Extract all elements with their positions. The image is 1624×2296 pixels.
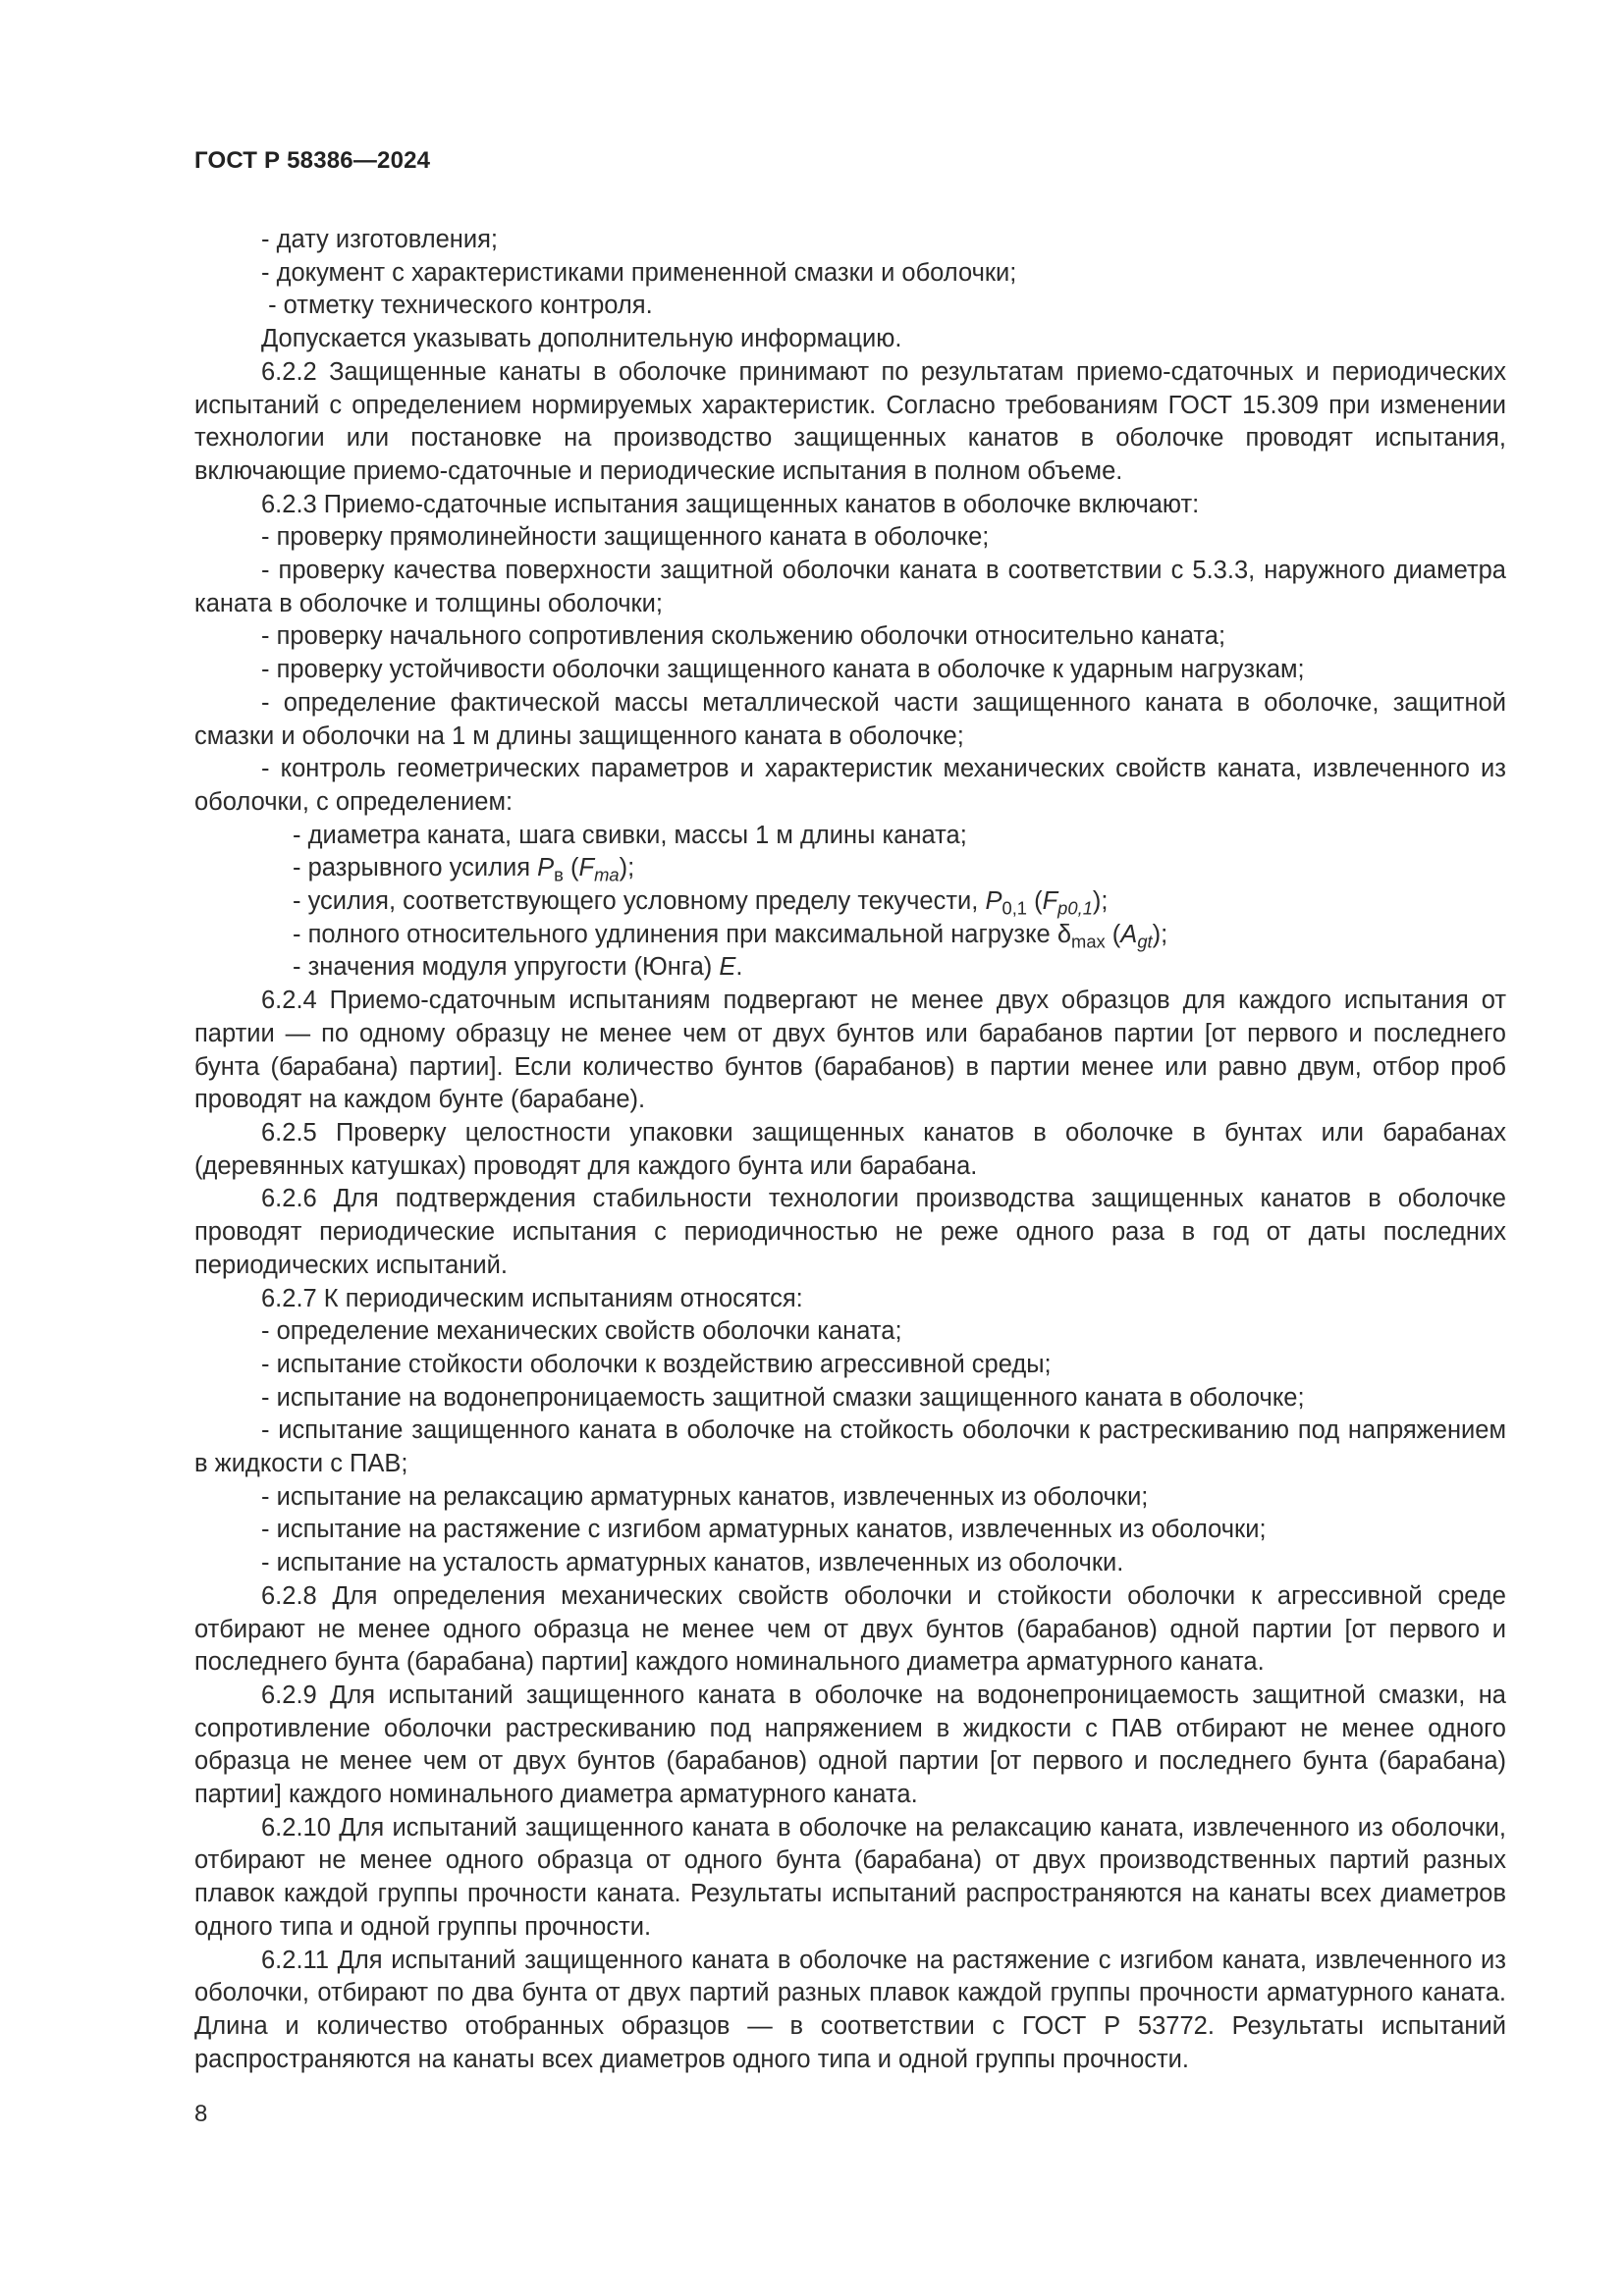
list-item: - документ с характеристиками примененной смазки и оболочки; — [261, 258, 1017, 287]
list-item: - испытание на водонепроницаемость защитной смазки защищенного каната в оболочке; — [261, 1383, 1305, 1412]
list-item: - проверку прямолинейности защищенного каната в оболочке; — [261, 523, 990, 552]
page-header-standard-id: ГОСТ Р 58386—2024 — [194, 147, 431, 174]
symbol: P — [537, 854, 555, 882]
text: - полного относительного удлинения при максимальной нагрузке — [293, 920, 1057, 948]
subscript: max — [1071, 931, 1106, 952]
text: ( — [1027, 887, 1043, 916]
list-item: - проверку устойчивости оболочки защищенного каната в оболочке к ударным нагрузкам; — [261, 656, 1305, 684]
document-body — [194, 224, 1506, 2076]
paragraph-6-2-8: 6.2.8 Для определения механических свойств оболочки и стойкости оболочки к агрессивной среде отбирают не менее одного образца не менее чем от двух бунтов (барабанов) одной партии [от первого и последнего бунта (барабана) партии] каждого номинального диаметра арматурного каната. — [194, 1581, 1506, 1677]
list-item: - контроль геометрических параметров и характеристик механических свойств каната, извлеченного из оболочки, с определением: — [194, 755, 1506, 816]
text: ); — [619, 854, 635, 882]
document-page — [194, 0, 1506, 2296]
list-item: - проверку начального сопротивления скольжению оболочки относительно каната; — [261, 622, 1226, 651]
text: ); — [1092, 887, 1109, 916]
text: ); — [1152, 920, 1168, 948]
sub-list-item: - диаметра каната, шага свивки, массы 1 м длины каната; — [293, 821, 967, 849]
paragraph-6-2-6: 6.2.6 Для подтверждения стабильности технологии производства защищенных канатов в оболочке проводят периодические испытания с периодичностью не реже одного раза в год от даты последних периодических испытаний. — [194, 1185, 1506, 1279]
list-item: - испытание на релаксацию арматурных канатов, извлеченных из оболочки; — [261, 1482, 1149, 1511]
sub-list-item — [194, 919, 1506, 952]
list-item: - испытание стойкости оболочки к воздействию агрессивной среды; — [261, 1350, 1052, 1378]
paragraph-6-2-11: 6.2.11 Для испытаний защищенного каната в оболочке на растяжение с изгибом каната, извлеченного из оболочки, отбирают по два бунта от двух партий разных плавок каждой группы прочности арматурного каната. Длина и количество отобранных образцов — в соответствии с ГОСТ Р 53772. Результаты испытаний распространяются на канаты всех диаметров одного типа и одной группы прочности. — [194, 1946, 1506, 2073]
list-item: - испытание на усталость арматурных канатов, извлеченных из оболочки. — [261, 1549, 1124, 1577]
paragraph-6-2-4: 6.2.4 Приемо-сдаточным испытаниям подвергают не менее двух образцов для каждого испытания от партии — по одному образцу не менее чем от двух бунтов или барабанов партии [от первого и последнего бунта (барабана) партии]. Если количество бунтов (барабанов) в партии менее или равно двум, отбор проб проводят на каждом бунте (барабане). — [194, 987, 1506, 1114]
paragraph-6-2-10: 6.2.10 Для испытаний защищенного каната в оболочке на релаксацию каната, извлеченного из оболочки, отбирают не менее одного образца от одного бунта (барабана) от двух производственных партий разных плавок каждой группы прочности каната. Результаты испытаний распространяются на канаты всех диаметров одного типа и одной группы прочности. — [194, 1813, 1506, 1941]
subscript: ma — [594, 864, 620, 885]
paragraph-6-2-5: 6.2.5 Проверку целостности упаковки защищенных канатов в оболочке в бунтах или барабанах (деревянных катушках) проводят для каждого бунта или барабана. — [194, 1118, 1506, 1180]
list-item: - определение фактической массы металлической части защищенного каната в оболочке, защитной смазки и оболочки на 1 м длины защищенного каната в оболочке; — [194, 688, 1506, 750]
symbol: F — [1042, 887, 1058, 916]
symbol: P — [985, 887, 1002, 916]
symbol: E — [719, 953, 736, 982]
subscript: в — [554, 864, 564, 885]
paragraph-6-2-9: 6.2.9 Для испытаний защищенного каната в оболочке на водонепроницаемость защитной смазки, на сопротивление оболочки растрескиванию под напряжением в жидкости с ПАВ отбирают не менее одного образца не менее чем от двух бунтов (барабанов) одной партии [от первого и последнего бунта (барабана) партии] каждого номинального диаметра арматурного каната. — [194, 1681, 1506, 1809]
list-item: - проверку качества поверхности защитной оболочки каната в соответствии с 5.3.3, наружного диаметра каната в оболочке и толщины оболочки; — [194, 557, 1506, 617]
text: - значения модуля упругости (Юнга) — [293, 953, 720, 982]
list-item: - определение механических свойств оболочки каната; — [261, 1317, 902, 1346]
paragraph: Допускается указывать дополнительную информацию. — [261, 325, 902, 353]
subscript: gt — [1137, 931, 1153, 952]
page-number: 8 — [194, 2101, 208, 2127]
paragraph-6-2-3: 6.2.3 Приемо-сдаточные испытания защищенных канатов в оболочке включают: — [261, 490, 1200, 518]
sub-list-item — [194, 951, 1506, 985]
paragraph-6-2-7: 6.2.7 К периодическим испытаниям относятся: — [261, 1284, 803, 1312]
symbol: A — [1120, 920, 1138, 948]
text: ( — [563, 854, 579, 882]
list-item: - дату изготовления; — [261, 226, 498, 253]
subscript: 0,1 — [1001, 897, 1028, 919]
text: ( — [1105, 920, 1121, 948]
sub-list-item — [194, 885, 1506, 919]
text: . — [735, 953, 743, 982]
list-item: - испытание защищенного каната в оболочке на стойкость оболочки к растрескиванию под напряжением в жидкости с ПАВ; — [194, 1416, 1506, 1478]
subscript: p0,1 — [1057, 897, 1093, 919]
symbol: δ — [1056, 920, 1072, 948]
sub-list-item — [194, 852, 1506, 885]
symbol: F — [578, 854, 595, 882]
text: - разрывного усилия — [293, 854, 538, 882]
text: - усилия, соответствующего условному пределу текучести, — [293, 887, 986, 916]
paragraph-6-2-2: 6.2.2 Защищенные канаты в оболочке принимают по результатам приемо-сдаточных и периодических испытаний с определением нормируемых характеристик. Согласно требованиям ГОСТ 15.309 при изменении технологии или постановке на производство защищенных канатов в оболочке проводят испытания, включающие приемо-сдаточные и периодические испытания в полном объеме. — [194, 357, 1506, 485]
list-item: - отметку технического контроля. — [261, 292, 653, 320]
list-item: - испытание на растяжение с изгибом арматурных канатов, извлеченных из оболочки; — [261, 1516, 1267, 1544]
